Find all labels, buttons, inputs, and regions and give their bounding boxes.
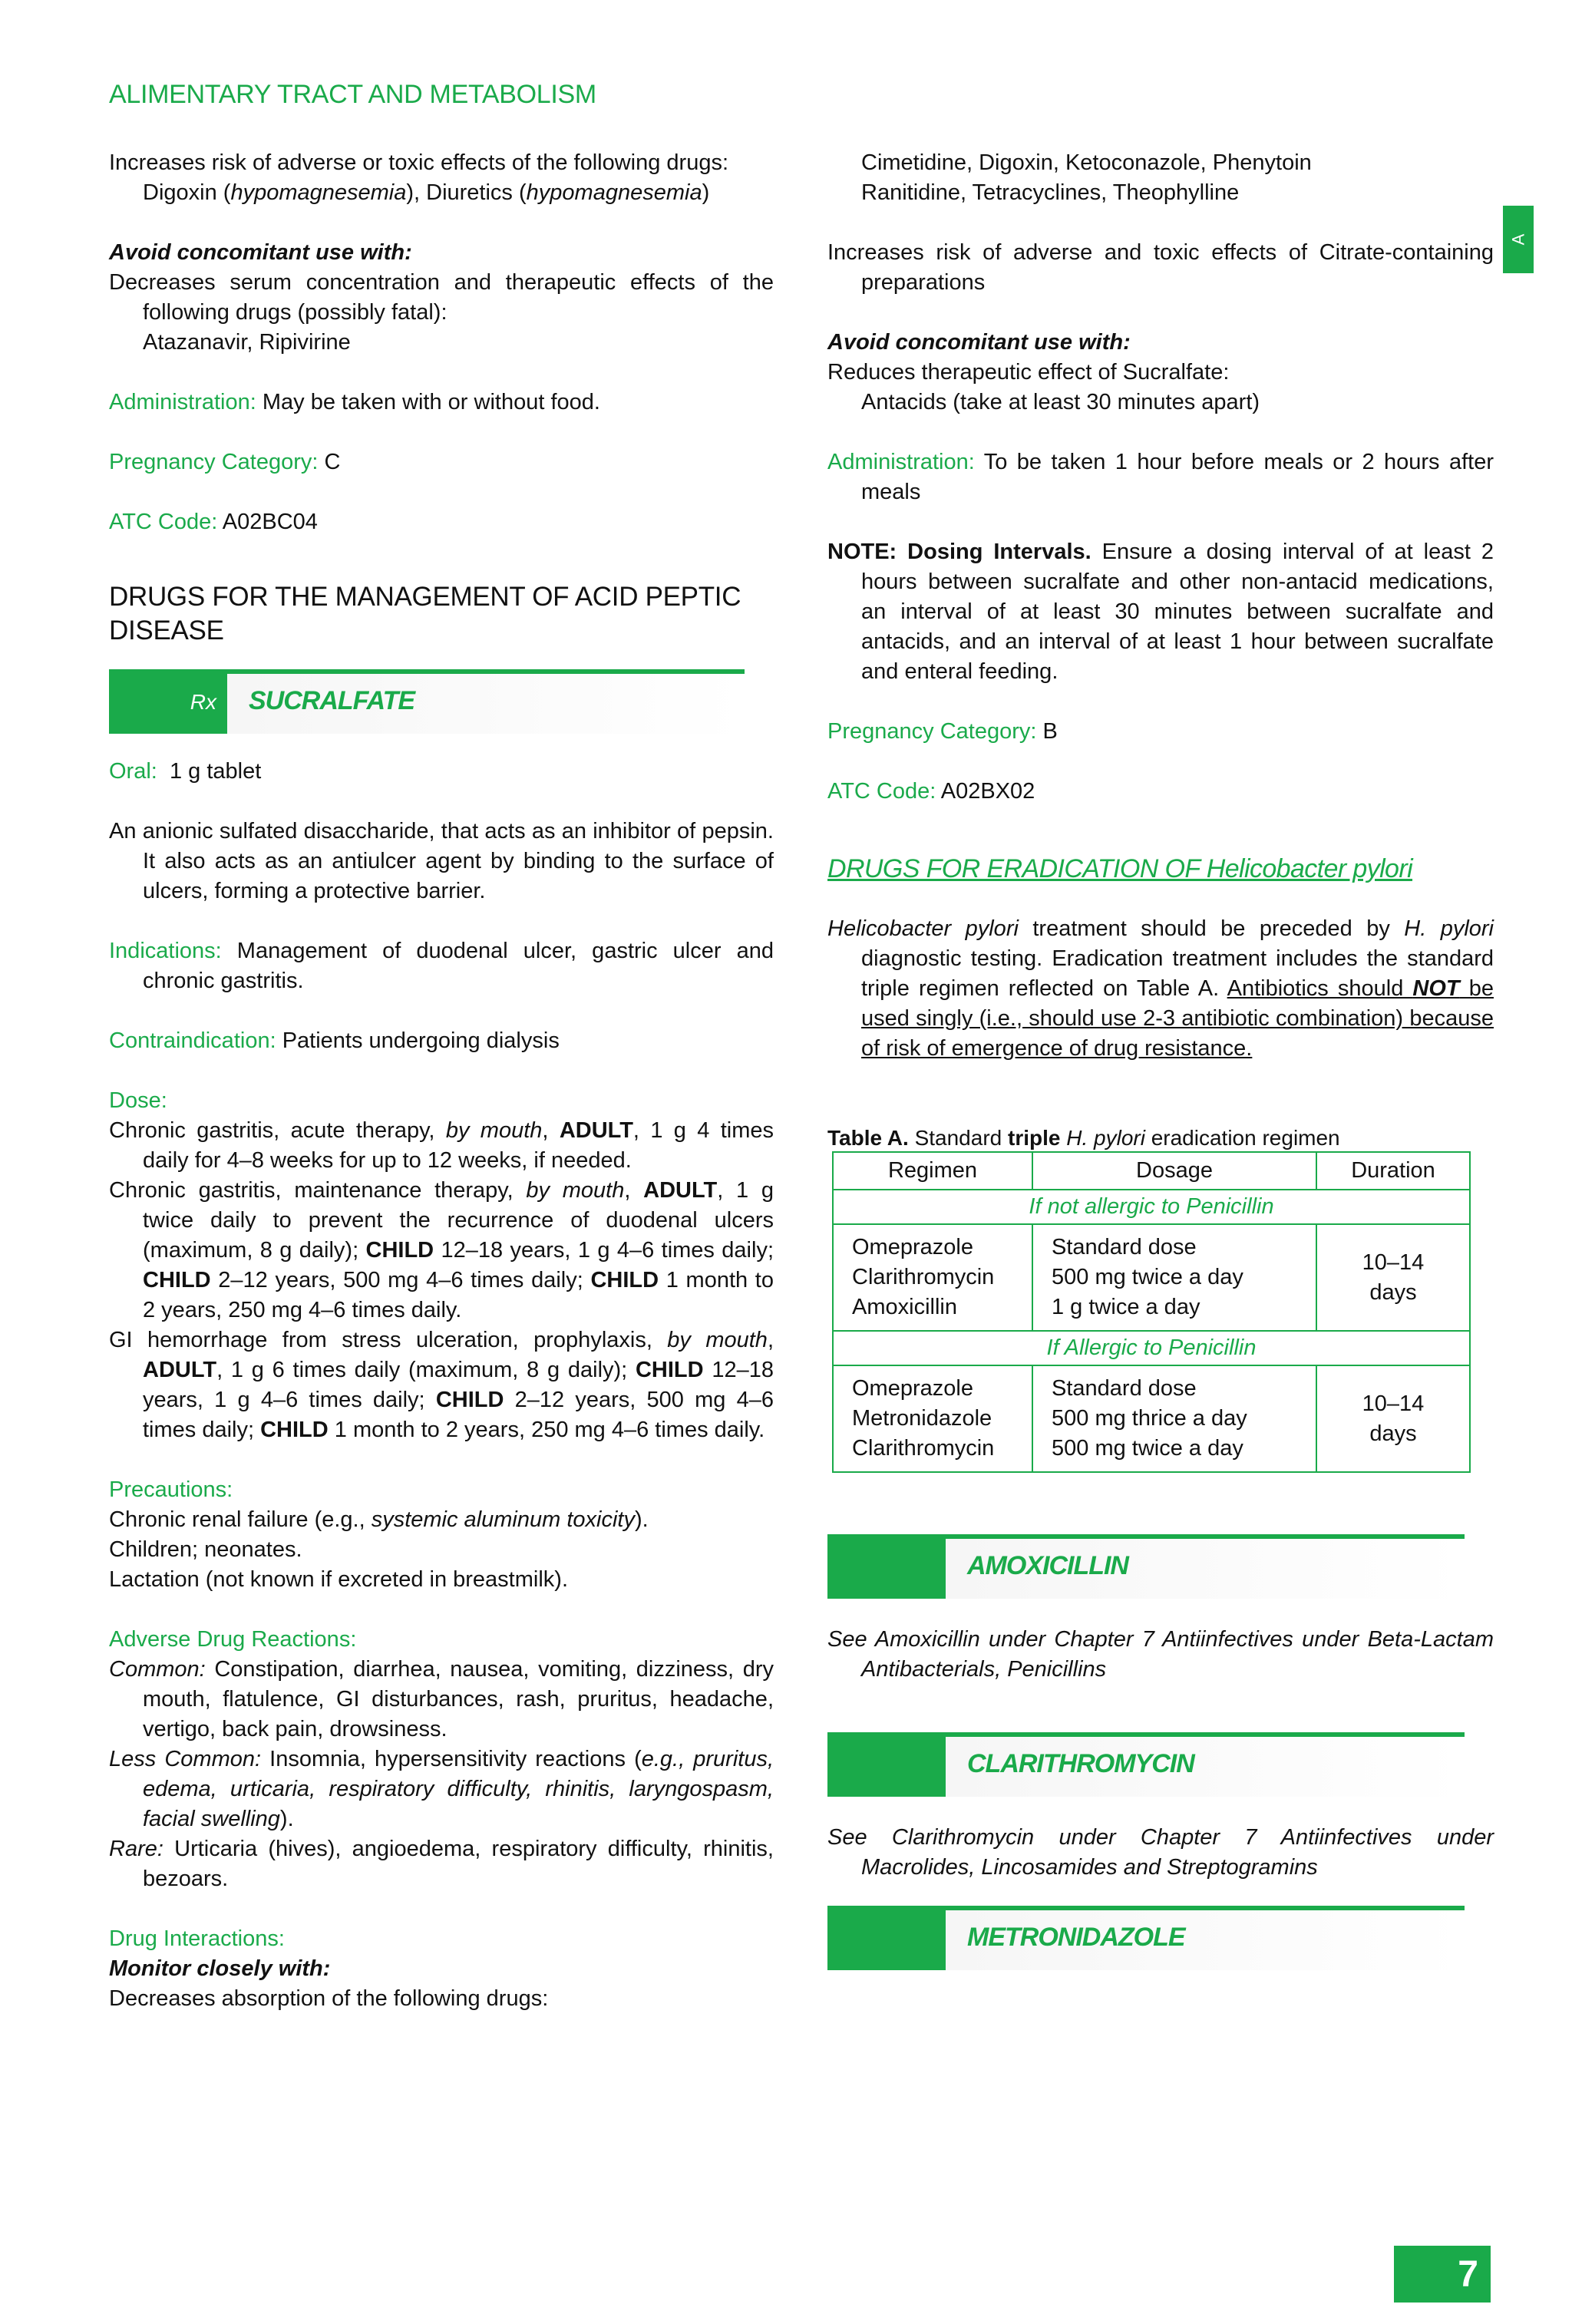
- drug-banner-metronidazole[interactable]: [827, 1906, 1494, 1970]
- section-tab[interactable]: [1503, 206, 1534, 273]
- drug-name-metronidazole: METRONIDAZOLE: [967, 1923, 1185, 1952]
- administration-right: Administration: To be taken 1 hour before meals or 2 hours after meals: [827, 450, 1494, 504]
- rx-box: [827, 1732, 946, 1797]
- drug-banner-amoxicillin[interactable]: [827, 1534, 1494, 1599]
- header-dosage: Dosage: [1032, 1152, 1316, 1190]
- adr-label: Adverse Drug Reactions:: [109, 1627, 357, 1652]
- amoxicillin-reference: See Amoxicillin under Chapter 7 Antiinfectives under Beta-Lactam Antibacterials, Penicillins: [827, 1627, 1494, 1682]
- atc-code: ATC Code: A02BC04: [109, 510, 318, 534]
- monitor-drugs-2: Ranitidine, Tetracyclines, Theophylline: [861, 180, 1240, 205]
- drug-name-amoxicillin: AMOXICILLIN: [967, 1551, 1128, 1580]
- atc-code-right: ATC Code: A02BX02: [827, 779, 1035, 804]
- dosage-cell: Standard dose 500 mg twice a day 1 g twice a day: [1032, 1224, 1316, 1331]
- table-caption: Table A. Standard triple H. pylori eradication regimen: [827, 1126, 1340, 1150]
- section-tab-label: A: [1508, 233, 1527, 246]
- increases-citrate: Increases risk of adverse and toxic effects of Citrate-containing preparations: [827, 240, 1494, 295]
- precaution-renal: Chronic renal failure (e.g., systemic aluminum toxicity).: [109, 1507, 649, 1532]
- increases-risk-text: Increases risk of adverse or toxic effects of the following drugs:: [109, 150, 729, 175]
- group-row-allergic: [833, 1331, 1470, 1365]
- drug-banner-clarithromycin[interactable]: [827, 1732, 1494, 1797]
- regimen-cell: Omeprazole Metronidazole Clarithromycin: [833, 1365, 1032, 1472]
- contraindication: Contraindication: Patients undergoing dialysis: [109, 1028, 560, 1053]
- regimen-cell: Omeprazole Clarithromycin Amoxicillin: [833, 1224, 1032, 1331]
- administration: Administration: May be taken with or without food.: [109, 390, 600, 414]
- left-column: [109, 148, 774, 2014]
- oral-form: Oral: 1 g tablet: [109, 759, 262, 784]
- adr-less-common: Less Common: Insomnia, hypersensitivity reactions (e.g., pruritus, edema, urticaria, respiratory difficulty, rhinitis, laryngospasm, facial swelling).: [109, 1747, 774, 1831]
- duration-cell: 10–14 days: [1316, 1365, 1470, 1472]
- header-regimen: Regimen: [833, 1152, 1032, 1190]
- group-row-not-allergic: [833, 1190, 1470, 1224]
- rx-box: [827, 1534, 946, 1599]
- indications: Indications: Management of duodenal ulcer, gastric ulcer and chronic gastritis.: [109, 939, 774, 993]
- monitor-label: Monitor closely with:: [109, 1956, 331, 1981]
- table-row: [833, 1224, 1470, 1331]
- dosage-cell: Standard dose 500 mg thrice a day 500 mg twice a day: [1032, 1365, 1316, 1472]
- avoid-text-right: Reduces therapeutic effect of Sucralfate:: [827, 360, 1230, 385]
- rx-label: Rx: [109, 669, 227, 734]
- avoid-text: Decreases serum concentration and therapeutic effects of the following drugs (possibly fatal):: [109, 270, 774, 325]
- avoid-label: Avoid concomitant use with:: [109, 240, 412, 265]
- avoid-label-right: Avoid concomitant use with:: [827, 330, 1131, 355]
- pregnancy-category: Pregnancy Category: C: [109, 450, 341, 474]
- adr-rare: Rare: Urticaria (hives), angioedema, respiratory difficulty, rhinitis, bezoars.: [109, 1837, 774, 1891]
- pregnancy-category-right: Pregnancy Category: B: [827, 719, 1058, 744]
- avoid-drugs-right: Antacids (take at least 30 minutes apart): [861, 390, 1260, 414]
- page-number: 7: [1394, 2246, 1491, 2303]
- monitor-text: Decreases absorption of the following drugs:: [109, 1986, 549, 2011]
- avoid-drugs: Atazanavir, Ripivirine: [143, 330, 351, 355]
- precaution-children: Children; neonates.: [109, 1537, 302, 1562]
- regimen-table: [832, 1151, 1471, 1473]
- precaution-lactation: Lactation (not known if excreted in breastmilk).: [109, 1567, 568, 1592]
- clarithromycin-reference: See Clarithromycin under Chapter 7 Antiinfectives under Macrolides, Lincosamides and Streptogramins: [827, 1825, 1494, 1880]
- table-row: [833, 1365, 1470, 1472]
- drug-banner-sucralfate[interactable]: [109, 669, 774, 734]
- header-duration: Duration: [1316, 1152, 1470, 1190]
- dosing-interval-note: NOTE: Dosing Intervals. Ensure a dosing interval of at least 2 hours between sucralfate and other non-antacid medications, an interval of at least 30 minutes between sucralfate and antacids, and an interval of at least 1 hour between sucralfate and enteral feeding.: [827, 540, 1494, 684]
- monitor-drugs-1: Cimetidine, Digoxin, Ketoconazole, Phenytoin: [861, 150, 1312, 175]
- group-title-allergic: If Allergic to Penicillin: [833, 1331, 1470, 1365]
- drug-name-sucralfate: SUCRALFATE: [249, 686, 415, 715]
- adr-common: Common: Constipation, diarrhea, nausea, vomiting, dizziness, dry mouth, flatulence, GI disturbances, rash, pruritus, headache, vertigo, back pain, drowsiness.: [109, 1657, 774, 1741]
- increases-risk-drugs: Digoxin (hypomagnesemia), Diuretics (hypomagnesemia): [143, 180, 710, 205]
- duration-cell: 10–14 days: [1316, 1224, 1470, 1331]
- precautions-label: Precautions:: [109, 1477, 233, 1502]
- section-title-eradication[interactable]: DRUGS FOR ERADICATION OF Helicobacter pylori: [827, 854, 1413, 883]
- dose-maintenance: Chronic gastritis, maintenance therapy, by mouth, ADULT, 1 g twice daily to prevent the recurrence of duodenal ulcers (maximum, 8 g daily); CHILD 12–18 years, 1 g 4–6 times daily; CHILD 2–12 years, 500 mg 4–6 times daily; CHILD 1 month to 2 years, 250 mg 4–6 times daily.: [109, 1178, 774, 1322]
- interactions-label: Drug Interactions:: [109, 1926, 285, 1951]
- table-header-row: [833, 1152, 1470, 1190]
- right-column: [827, 148, 1494, 1970]
- page-header: ALIMENTARY TRACT AND METABOLISM: [109, 80, 596, 109]
- rx-box: [827, 1906, 946, 1970]
- dose-label: Dose:: [109, 1088, 167, 1113]
- dose-gi-hemorrhage: GI hemorrhage from stress ulceration, prophylaxis, by mouth, ADULT, 1 g 6 times daily (maximum, 8 g daily); CHILD 12–18 years, 1 g 4–6 times daily; CHILD 2–12 years, 500 mg 4–6 times daily; CHILD 1 month to 2 years, 250 mg 4–6 times daily.: [109, 1328, 774, 1442]
- drug-description: An anionic sulfated disaccharide, that acts as an inhibitor of pepsin. It also acts as an antiulcer agent by binding to the surface of ulcers, forming a protective barrier.: [109, 819, 774, 903]
- dose-acute: Chronic gastritis, acute therapy, by mouth, ADULT, 1 g 4 times daily for 4–8 weeks for up to 12 weeks, if needed.: [109, 1118, 774, 1173]
- eradication-description: Helicobacter pylori treatment should be preceded by H. pylori diagnostic testing. Eradication treatment includes the standard triple regimen reflected on Table A. Antibiotics should NOT be used singly (i.e., should use 2-3 antibiotic combination) because of risk of emergence of drug resistance.: [827, 916, 1494, 1061]
- drug-name-clarithromycin: CLARITHROMYCIN: [967, 1749, 1194, 1778]
- section-title-acid-peptic: DRUGS FOR THE MANAGEMENT OF ACID PEPTIC DISEASE: [109, 582, 741, 645]
- group-title-not-allergic: If not allergic to Penicillin: [833, 1190, 1470, 1224]
